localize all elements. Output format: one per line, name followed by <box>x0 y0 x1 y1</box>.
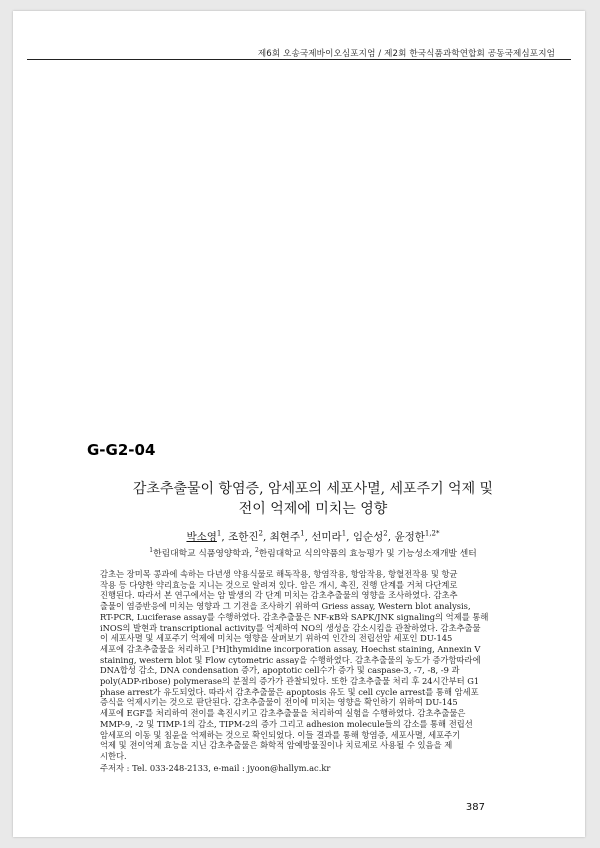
document-page <box>13 11 585 837</box>
author <box>394 531 439 543</box>
abstract-line: 억제 및 전이억제 효능을 지닌 감초추출물은 화학적 암예방물질이나 치료제로 사용될 수 있음을 제 <box>100 740 453 751</box>
affiliation-2: 한림대학교 식의약품의 효능평가 및 기능성소재개발 센터 <box>258 549 477 559</box>
author-name: 선미라 <box>311 531 342 543</box>
author-separator: , <box>262 531 270 543</box>
abstract-line: 시한다. <box>100 750 127 761</box>
affiliation-1: 한림대학교 식품영양학과, <box>153 549 255 559</box>
author-name: 최현주 <box>269 531 301 543</box>
abstract-line: staining, western blot 및 Flow cytometric assay을 수행하였다. 감초추출물의 농도가 증가함따라에 <box>100 654 481 665</box>
author-affiliation-mark: 2 <box>258 529 263 538</box>
abstract-line: 암세포의 이동 및 침윤을 억제하는 것으로 확인되었다. 이들 결과를 통해 항염증, 세포사멸, 세포주기 <box>100 729 461 740</box>
running-header: 제6회 오송국제바이오심포지엄 / 제2회 한국식품과학연합회 공동국제심포지엄 <box>257 49 555 59</box>
author-separator: , <box>387 531 395 543</box>
author-name: 조한진 <box>228 531 259 543</box>
author-affiliation-mark: 1 <box>300 529 305 538</box>
author-affiliation-mark: 1 <box>341 529 347 538</box>
author-affiliation-mark: 1 <box>216 529 222 538</box>
affiliations <box>53 546 573 559</box>
author-name: 박소영 <box>186 531 217 543</box>
author-name: 윤정한 <box>394 531 425 543</box>
abstract <box>100 569 525 762</box>
abstract-line: 세포에 EGF를 처리하여 전이를 촉진시키고 감초추출물을 처리하여 실험을 수행하였다. 감초추출물은 <box>100 708 466 719</box>
author-separator: , <box>221 531 229 543</box>
abstract-line: 작용 등 다양한 약리효능을 지니는 것으로 알려져 있다. 암은 개시, 촉진, 진행 단계를 거쳐 다단계로 <box>100 579 458 590</box>
author-name: 임순성 <box>352 531 384 543</box>
abstract-line: 세포에 감초추출물을 처리하고 [³H]thymidine incorporation assay, Hoechst staining, Annexin V <box>100 643 481 654</box>
abstract-line: MMP-9, -2 및 TIMP-1의 감소, TIPM-2의 증가 그리고 adhesion molecule들의 감소를 통해 전립선 <box>100 718 473 729</box>
author <box>270 531 305 543</box>
abstract-line: phase arrest가 유도되었다. 따라서 감초추출물은 apoptosis 유도 및 cell cycle arrest를 통해 암세포 <box>100 686 479 697</box>
author <box>228 531 263 543</box>
abstract-line: 감초는 장미목 콩과에 속하는 다년생 약용식물로 해독작용, 항염작용, 항암작용, 항혈전작용 및 항균 <box>100 569 458 579</box>
affiliation-mark-2: 2 <box>254 547 259 555</box>
author <box>311 531 346 543</box>
author-list <box>73 529 553 544</box>
corresponding-author-contact: 주저자 : Tel. 033-248-2133, e-mail : jyoon@hallym.ac.kr <box>100 763 331 773</box>
header-rule <box>27 59 571 60</box>
page-number: 387 <box>465 802 485 813</box>
paper-title-line-1: 감초추출물이 항염증, 암세포의 세포사멸, 세포주기 억제 및 <box>132 481 494 497</box>
abstract-line: DNA합성 감소, DNA condensation 증가, apoptotic cell수가 증가 및 caspase-3, -7, -8, -9 과 <box>100 665 460 676</box>
author <box>186 531 221 543</box>
abstract-line: 출물이 염증반응에 미치는 영향과 그 기전을 조사하기 위하여 Griess assay, Western blot analysis, <box>100 601 471 612</box>
abstract-line: 이 세포사멸 및 세포주기 억제에 미치는 영향을 살펴보기 위하여 인간의 전립선암 세포인 DU-145 <box>100 633 453 644</box>
affiliation-mark-1: 1 <box>149 547 154 555</box>
abstract-line: RT-PCR, Luciferase assay를 수행하였다. 감초추출물은 NF-κB와 SAPK/JNK signaling의 억제를 통해 <box>100 611 489 622</box>
abstract-line: poly(ADP-ribose) polymerase의 분절의 증가가 관찰되었다. 또한 감초추출물 처리 후 24시간부터 G1 <box>100 676 480 687</box>
author-separator: , <box>346 531 353 543</box>
abstract-line: iNOS의 발현과 transcriptional activity를 억제하여 NO의 생성을 감소시킴을 관찰하였다. 감초추출물 <box>100 622 481 633</box>
author-affiliation-mark: 1,2* <box>424 529 440 538</box>
paper-code: G-G2-04 <box>87 441 156 459</box>
author <box>353 531 388 543</box>
abstract-line: 증식을 억제시키는 것으로 판단된다. 감초추출물이 전이에 미치는 영향을 확인하기 위하여 DU-145 <box>100 697 458 708</box>
author-separator: , <box>304 531 312 543</box>
author-affiliation-mark: 2 <box>383 529 388 538</box>
paper-title-line-2: 전이 억제에 미치는 영향 <box>238 501 388 517</box>
abstract-line: 진행된다. 따라서 본 연구에서는 암 발생의 각 단계 미치는 감초추출물의 영향을 조사하였다. 감초추 <box>100 590 458 601</box>
